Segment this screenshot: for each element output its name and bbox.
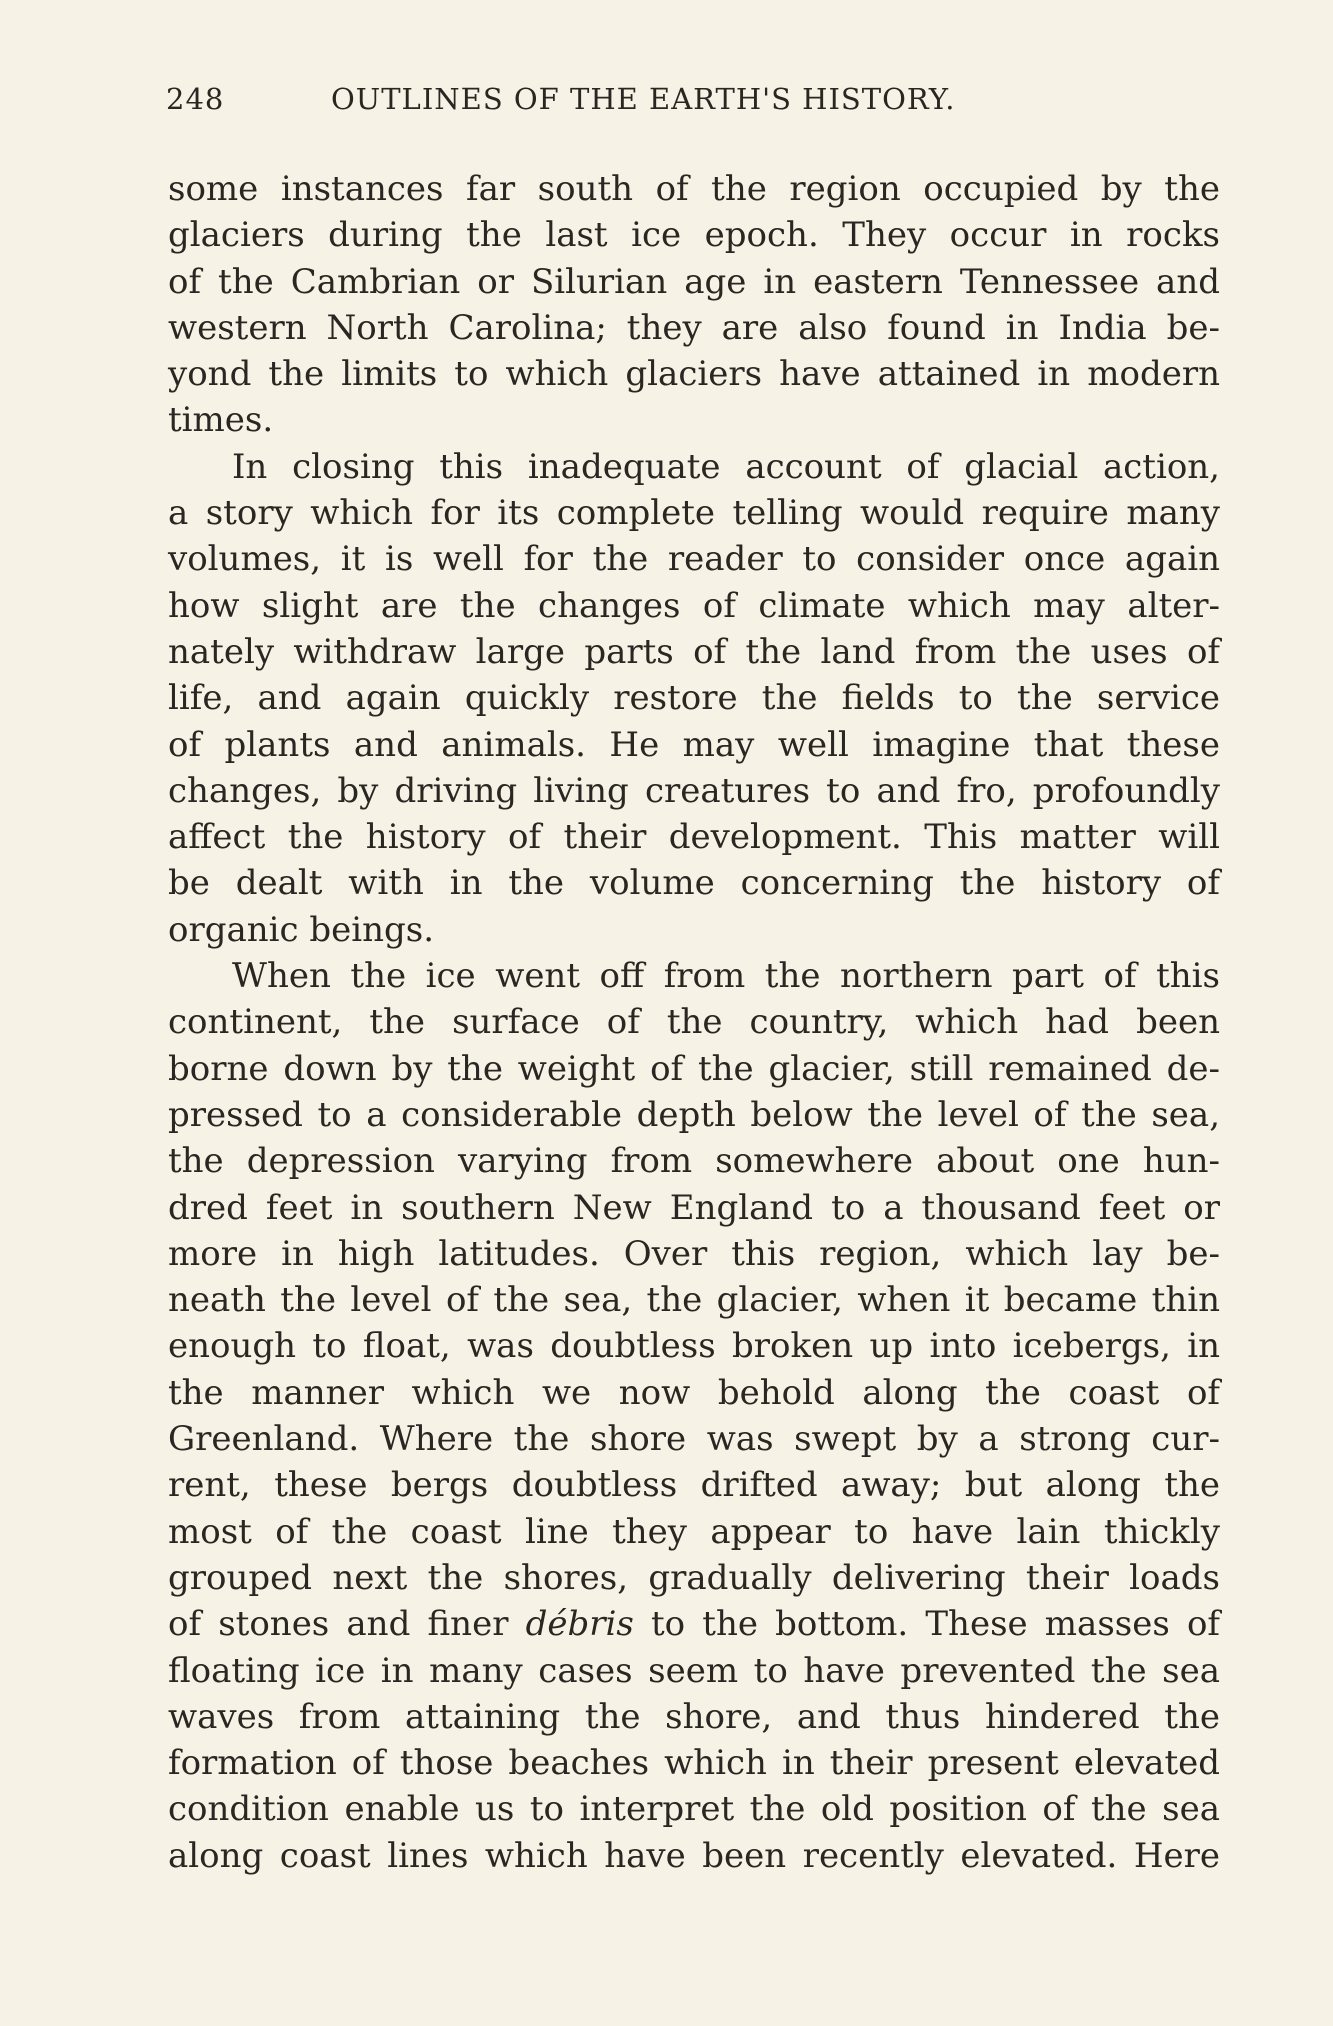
text-line: along coast lines which have been recently elevated. Here [168, 1835, 1220, 1876]
paragraph-start-line: When the ice went off from the northern part of this [232, 956, 1220, 997]
text-line: life, and again quickly restore the fields to the service [168, 678, 1220, 719]
body-text [168, 166, 1220, 1879]
text-line: how slight are the changes of climate which may alter- [168, 585, 1220, 626]
text-line: of the Cambrian or Silurian age in eastern Tennessee and [168, 261, 1220, 302]
text-line: be dealt with in the volume concerning the history of [168, 863, 1220, 904]
text-line: dred feet in southern New England to a thousand feet or [168, 1187, 1220, 1228]
text-line: western North Carolina; they are also found in India be- [168, 307, 1220, 348]
paragraph-start-line: In closing this inadequate account of glacial action, [232, 446, 1220, 487]
text-line: grouped next the shores, gradually delivering their loads [168, 1557, 1220, 1598]
text-line: the manner which we now behold along the coast of [168, 1372, 1220, 1413]
text-line: continent, the surface of the country, which had been [168, 1002, 1220, 1043]
text-line: more in high latitudes. Over this region, which lay be- [168, 1233, 1220, 1274]
text-line: changes, by driving living creatures to and fro, profoundly [168, 770, 1220, 811]
text-line-with-italic [168, 1601, 1220, 1647]
text-line: waves from attaining the shore, and thus hindered the [168, 1696, 1220, 1737]
text-line: nately withdraw large parts of the land from the uses of [168, 631, 1220, 672]
italic-word: débris [525, 1604, 634, 1645]
text-line: volumes, it is well for the reader to consider once again [168, 539, 1220, 580]
text-line: the depression varying from somewhere about one hun- [168, 1141, 1220, 1182]
text-line: a story which for its complete telling would require many [168, 493, 1220, 534]
text-line: glaciers during the last ice epoch. They occur in rocks [168, 215, 1220, 256]
text-line: floating ice in many cases seem to have prevented the sea [168, 1650, 1220, 1691]
text-line: rent, these bergs doubtless drifted away; but along the [168, 1465, 1220, 1506]
text-line: affect the history of their development. This matter will [168, 817, 1220, 858]
text-line: neath the level of the sea, the glacier, when it became thin [168, 1280, 1220, 1321]
text-line: pressed to a considerable depth below the level of the sea, [168, 1094, 1220, 1135]
text-line: condition enable us to interpret the old position of the sea [168, 1789, 1220, 1830]
line-segment: to the bottom. These masses of [633, 1604, 1220, 1645]
page-number: 248 [166, 82, 225, 116]
text-line: enough to float, was doubtless broken up into icebergs, in [168, 1326, 1220, 1367]
text-line: organic beings. [168, 909, 435, 950]
page-header [166, 82, 1086, 126]
text-line: times. [168, 400, 274, 441]
text-line: most of the coast line they appear to have lain thickly [168, 1511, 1220, 1552]
text-line: borne down by the weight of the glacier, still remained de- [168, 1048, 1220, 1089]
text-line: yond the limits to which glaciers have attained in modern [168, 354, 1220, 395]
text-line: Greenland. Where the shore was swept by a strong cur- [168, 1419, 1220, 1460]
text-line: formation of those beaches which in their present elevated [168, 1743, 1220, 1784]
line-segment: of stones and finer [168, 1604, 526, 1645]
text-line: of plants and animals. He may well imagine that these [168, 724, 1220, 765]
text-line: some instances far south of the region occupied by the [168, 169, 1220, 209]
running-title: OUTLINES OF THE EARTH'S HISTORY. [331, 82, 956, 116]
